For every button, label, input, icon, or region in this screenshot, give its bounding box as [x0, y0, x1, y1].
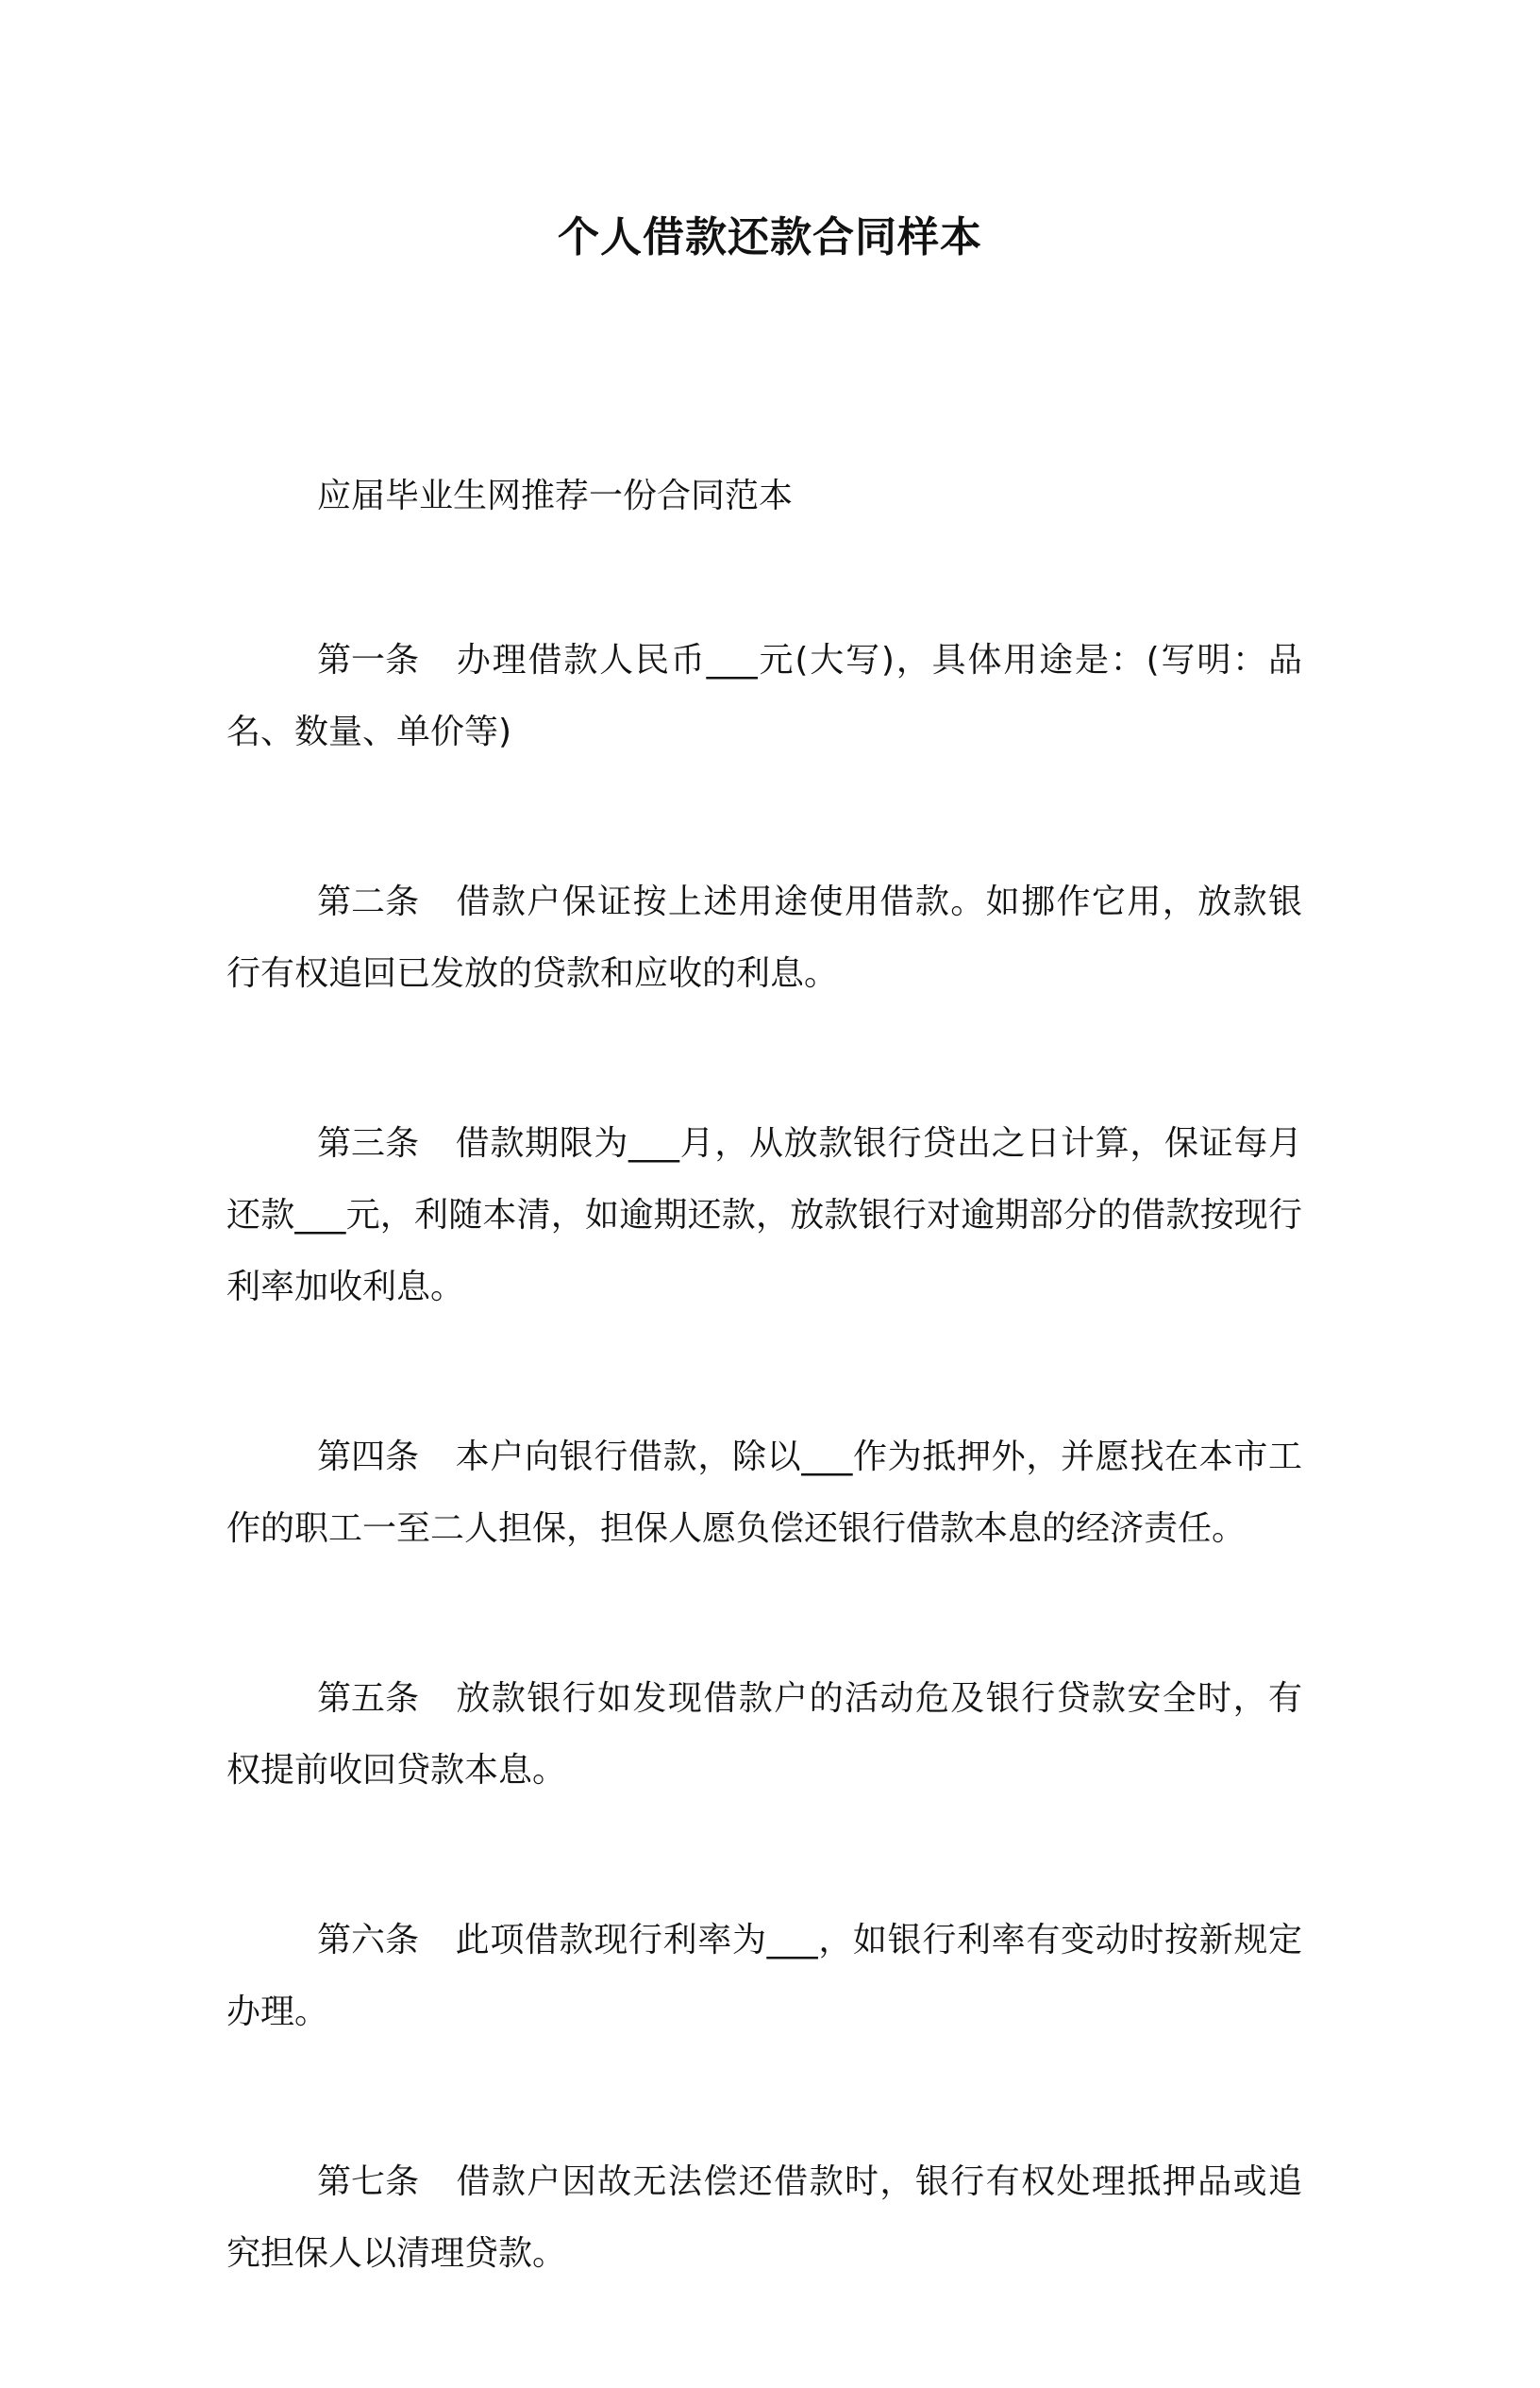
article-text: 借款户因故无法偿还借款时，银行有权处理抵押品或追究担保人以清理贷款。: [226, 2162, 1302, 2273]
article-number: 第五条: [317, 1679, 420, 1718]
article-number: 第三条: [317, 1124, 420, 1163]
article-6: [226, 1905, 1302, 2048]
article-text: 本户向银行借款，除以___作为抵押外，并愿找在本市工作的职工一至二人担保，担保人愿负偿还银行借款本息的经济责任。: [226, 1438, 1302, 1548]
article-2: [226, 866, 1302, 1010]
document-title: 个人借款还款合同样本: [558, 213, 982, 261]
article-number: 第二条: [317, 883, 420, 921]
article-number: 第七条: [317, 2162, 420, 2201]
article-5: [226, 1663, 1302, 1807]
article-text: 此项借款现行利率为___，如银行利率有变动时按新规定办理。: [226, 1921, 1302, 2031]
document-body: [226, 461, 1302, 2388]
article-text: 借款户保证按上述用途使用借款。如挪作它用，放款银行有权追回已发放的贷款和应收的利息。: [226, 883, 1302, 993]
intro-paragraph: 应届毕业生网推荐一份合同范本: [317, 477, 794, 515]
article-7: [226, 2146, 1302, 2290]
article-text: 放款银行如发现借款户的活动危及银行贷款安全时，有权提前收回贷款本息。: [226, 1679, 1302, 1790]
article-1: [226, 625, 1302, 768]
article-4: [226, 1421, 1302, 1565]
article-text: 借款期限为___月，从放款银行贷出之日计算，保证每月还款___元，利随本清，如逾期还款，放款银行对逾期部分的借款按现行利率加收利息。: [226, 1124, 1302, 1306]
article-number: 第四条: [317, 1438, 420, 1476]
article-text: 办理借款人民币___元(大写)，具体用途是：(写明：品名、数量、单价等): [226, 641, 1302, 751]
article-3: [226, 1108, 1302, 1323]
article-number: 第一条: [317, 641, 420, 680]
article-number: 第六条: [317, 1921, 420, 1959]
